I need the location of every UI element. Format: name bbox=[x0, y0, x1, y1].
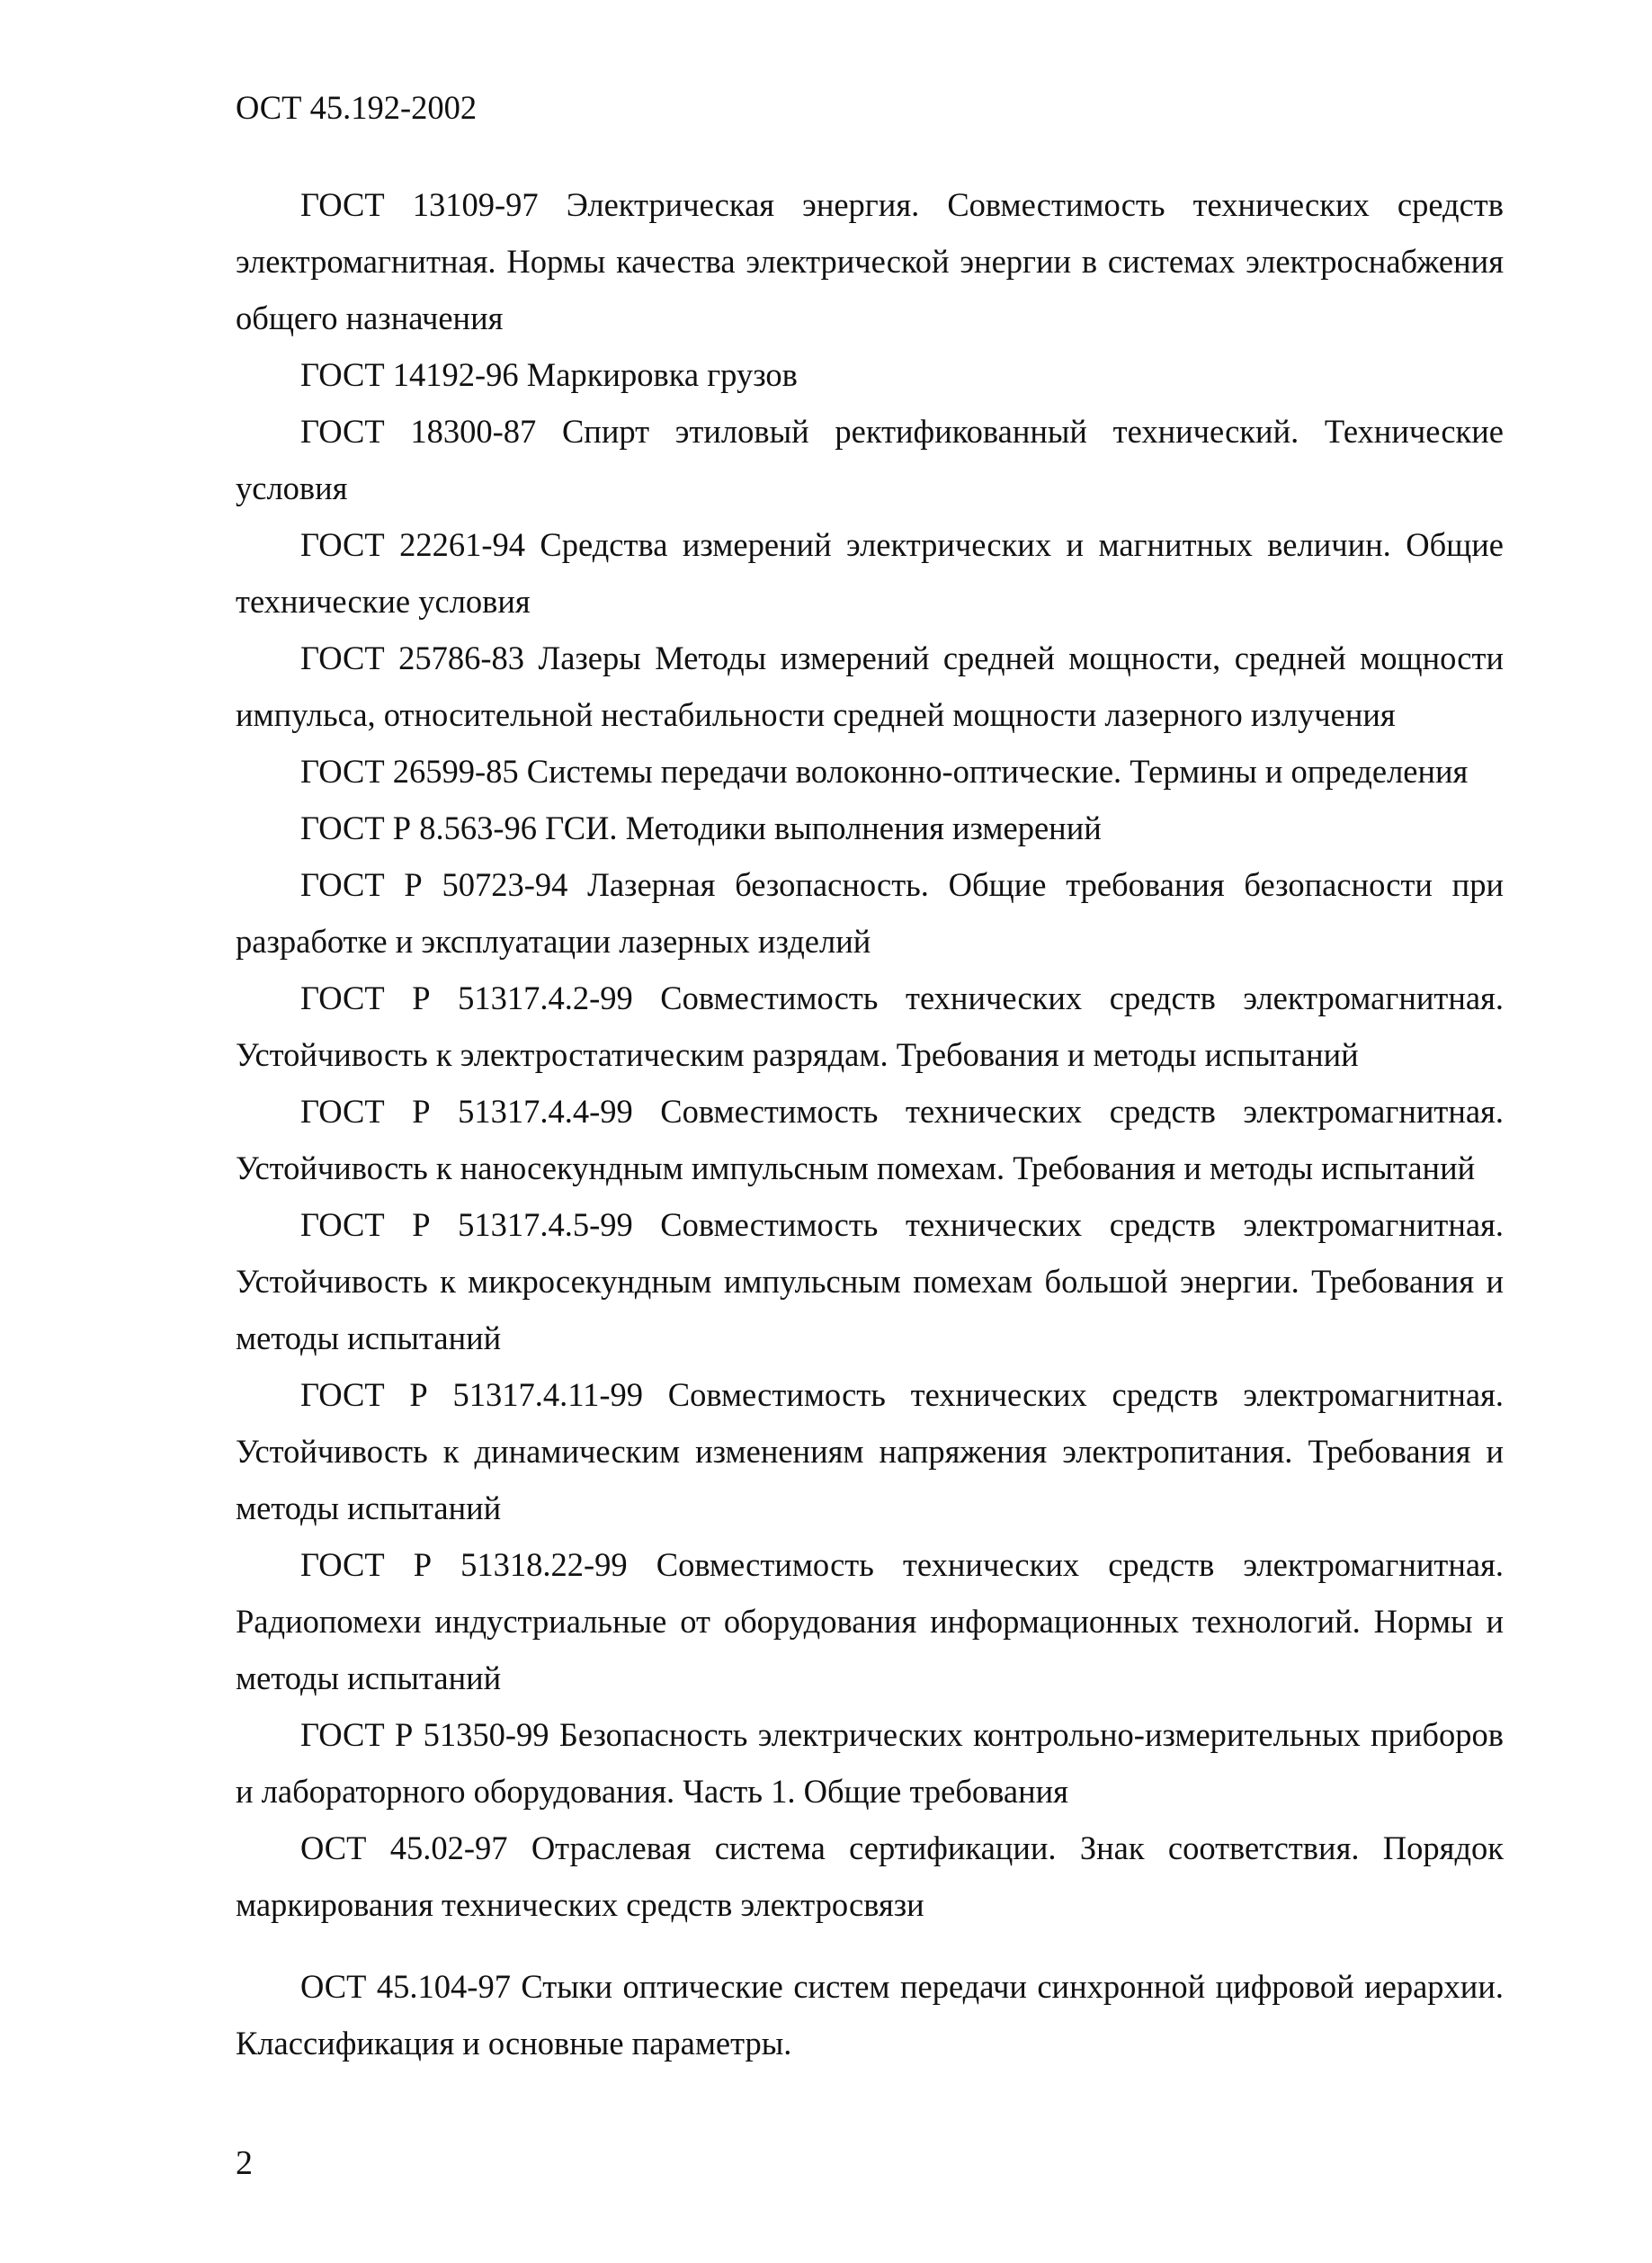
reference-gost-25786-83: ГОСТ 25786-83 Лазеры Методы измерений средней мощности, средней мощности импульса, относительной нестабильности средней мощности лазерного излучения bbox=[236, 640, 1504, 733]
reference-gost-r-8-563-96: ГОСТ Р 8.563-96 ГСИ. Методики выполнения измерений bbox=[300, 809, 1102, 846]
page-number: 2 bbox=[236, 2144, 253, 2182]
reference-gost-r-50723-94: ГОСТ Р 50723-94 Лазерная безопасность. Общие требования безопасности при разработке и эксплуатации лазерных изделий bbox=[236, 866, 1504, 960]
reference-gost-22261-94: ГОСТ 22261-94 Средства измерений электрических и магнитных величин. Общие технические условия bbox=[236, 526, 1504, 620]
reference-gost-r-51318-22-99: ГОСТ Р 51318.22-99 Совместимость технических средств электромагнитная. Радиопомехи индустриальные от оборудования информационных технологий. Нормы и методы испытаний bbox=[236, 1546, 1504, 1696]
reference-gost-r-51350-99: ГОСТ Р 51350-99 Безопасность электрических контрольно-измерительных приборов и лабораторного оборудования. Часть 1. Общие требования bbox=[236, 1716, 1504, 1810]
reference-gost-r-51317-4-5-99: ГОСТ Р 51317.4.5-99 Совместимость технических средств электромагнитная. Устойчивость к микросекундным импульсным помехам большой энергии. Требования и методы испытаний bbox=[236, 1206, 1504, 1356]
reference-gost-14192-96: ГОСТ 14192-96 Маркировка грузов bbox=[300, 356, 798, 393]
reference-gost-13109-97: ГОСТ 13109-97 Электрическая энергия. Совместимость технических средств электромагнитная. Нормы качества электрической энергии в системах электроснабжения общего назначения bbox=[236, 186, 1504, 336]
reference-gost-26599-85: ГОСТ 26599-85 Системы передачи волоконно-оптические. Термины и определения bbox=[300, 753, 1469, 790]
reference-gost-18300-87: ГОСТ 18300-87 Спирт этиловый ректификованный технический. Технические условия bbox=[236, 413, 1504, 506]
reference-ost-45-104-97: ОСТ 45.104-97 Стыки оптические систем передачи синхронной цифровой иерархии. Классификация и основные параметры. bbox=[236, 1968, 1504, 2062]
reference-gost-r-51317-4-4-99: ГОСТ Р 51317.4.4-99 Совместимость технических средств электромагнитная. Устойчивость к наносекундным импульсным помехам. Требования и методы испытаний bbox=[236, 1093, 1504, 1186]
reference-gost-r-51317-4-2-99: ГОСТ Р 51317.4.2-99 Совместимость технических средств электромагнитная. Устойчивость к электростатическим разрядам. Требования и методы испытаний bbox=[236, 979, 1504, 1073]
reference-ost-45-02-97: ОСТ 45.02-97 Отраслевая система сертификации. Знак соответствия. Порядок маркирования технических средств электросвязи bbox=[236, 1829, 1504, 1923]
reference-gost-r-51317-4-11-99: ГОСТ Р 51317.4.11-99 Совместимость технических средств электромагнитная. Устойчивость к динамическим изменениям напряжения электропитания. Требования и методы испытаний bbox=[236, 1376, 1504, 1526]
normative-references-list bbox=[236, 176, 1504, 2071]
document-code: ОСТ 45.192-2002 bbox=[236, 89, 478, 126]
